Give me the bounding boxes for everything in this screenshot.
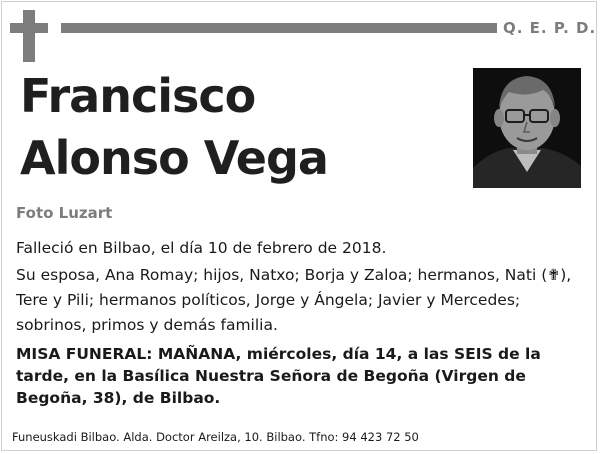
- funeral-mass-text: MISA FUNERAL: MAÑANA, miércoles, día 14, a las SEIS de la tarde, en la Basílica Nuestra Señora de Begoña (Virgen de Begoña, 38), de Bilbao.: [16, 345, 541, 407]
- funeral-home-footer: Funeuskadi Bilbao. Alda. Doctor Areilza, 10. Bilbao. Tfno: 94 423 72 50: [12, 430, 419, 444]
- cross-icon-bar: [10, 23, 48, 33]
- photo-credit: Foto Luzart: [16, 204, 113, 222]
- family-text: Su esposa, Ana Romay; hijos, Natxo; Borja y Zaloa; hermanos, Nati (✟), Tere y Pili; hermanos políticos, Jorge y Ángela; Javier y Mercedes; sobrinos, primos y demás familia.: [16, 266, 572, 334]
- portrait-photo: [473, 68, 581, 188]
- cross-icon: [23, 10, 35, 62]
- deceased-first-name: Francisco: [20, 69, 256, 123]
- header-rule: [61, 23, 497, 33]
- qepd-label: Q. E. P. D.: [503, 19, 597, 37]
- death-notice-text: Falleció en Bilbao, el día 10 de febrero de 2018.: [16, 239, 387, 257]
- portrait-image: [473, 68, 581, 188]
- deceased-surnames: Alonso Vega: [20, 131, 328, 185]
